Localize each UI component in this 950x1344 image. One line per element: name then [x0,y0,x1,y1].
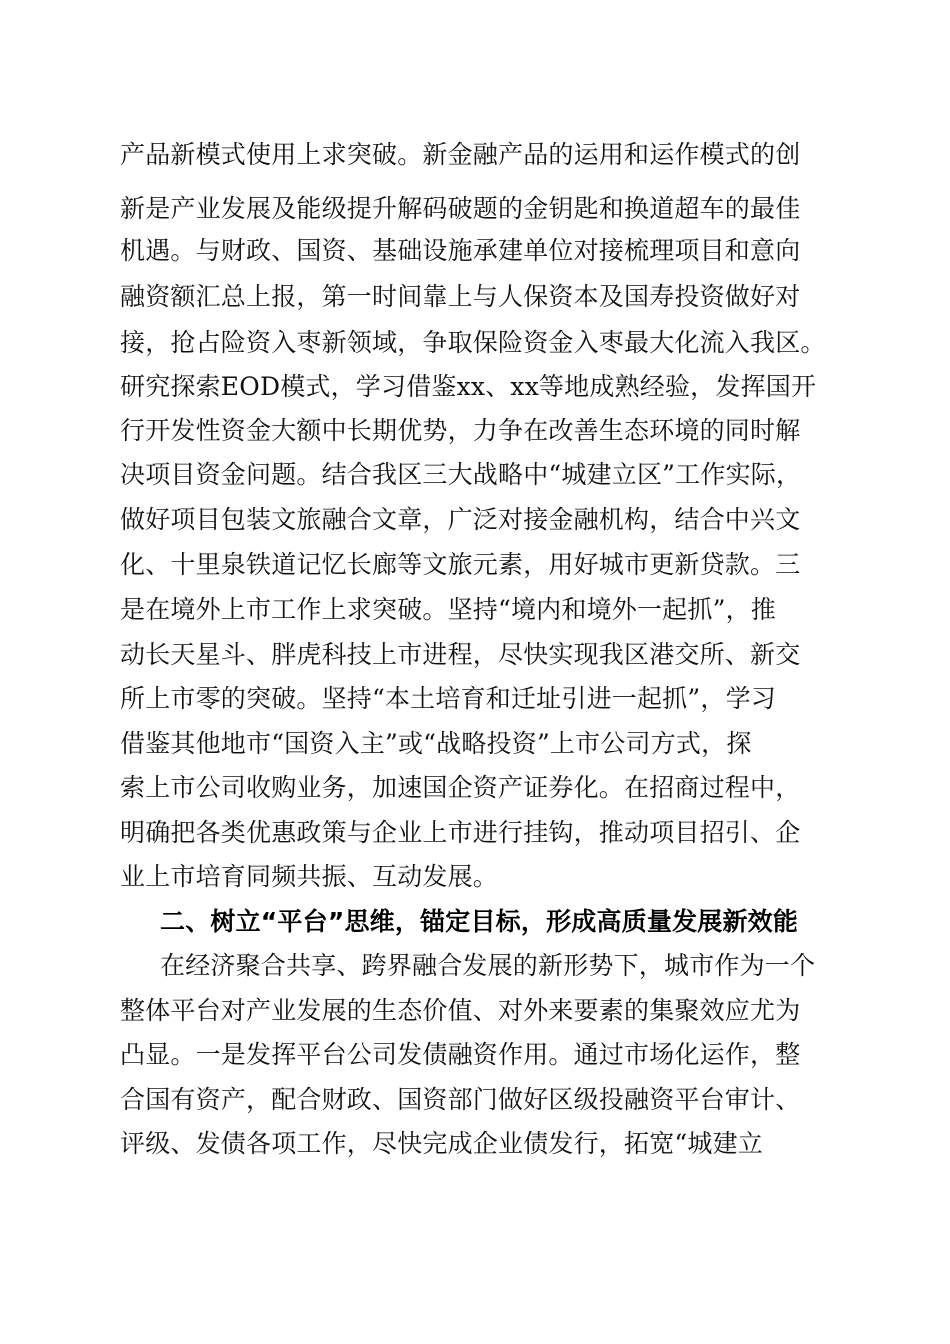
text-line: 在经济聚合共享、跨界融合发展的新形势下，城市作为一个 [160,951,816,980]
text-line: 是在境外上市工作上求突破。坚持“境内和境外一起抓”，推 [120,595,776,624]
text-line: 新是产业发展及能级提升解码破题的金钥匙和换道超车的最佳 [120,194,801,223]
text-line: 化、十里泉铁道记忆长廊等文旅元素，用好城市更新贷款。三 [120,550,801,579]
text-line: 凸显。一是发挥平台公司发债融资作用。通过市场化运作，整 [120,1040,801,1069]
text-line: 明确把各类优惠政策与企业上市进行挂钩，推动项目招引、企 [120,818,801,847]
text-line: 所上市零的突破。坚持“本土培育和迁址引进一起抓”，学习 [120,684,776,713]
text-line: 接，抢占险资入枣新领域，争取保险资金入枣最大化流入我区。 [120,328,826,357]
text-line: 行开发性资金大额中长期优势，力争在改善生态环境的同时解 [120,416,801,445]
section-heading: 二、树立“平台”思维，锚定目标，形成高质量发展新效能 [160,907,799,936]
text-line: 做好项目包装文旅融合文章，广泛对接金融机构，结合中兴文 [120,505,801,534]
text-line: 机遇。与财政、国资、基础设施承建单位对接梳理项目和意向 [120,236,801,265]
text-line: 整体平台对产业发展的生态价值、对外来要素的集聚效应尤为 [120,996,801,1025]
text-line: 动长天星斗、胖虎科技上市进程，尽快实现我区港交所、新交 [120,640,801,669]
text-line: 决项目资金问题。结合我区三大战略中“城建立区”工作实际， [120,460,802,489]
text-line: 融资额汇总上报，第一时间靠上与人保资本及国寿投资做好对 [120,282,801,311]
text-line: 业上市培育同频共振、互动发展。 [120,862,499,891]
text-line: 产品新模式使用上求突破。新金融产品的运用和运作模式的创 [120,140,801,169]
text-line: 合国有资产，配合财政、国资部门做好区级投融资平台审计、 [120,1085,801,1114]
text-line: 评级、发债各项工作，尽快完成企业债发行，拓宽“城建立 [120,1129,763,1158]
text-line: 索上市公司收购业务，加速国企资产证券化。在招商过程中， [120,773,801,802]
text-line: 借鉴其他地市“国资入主”或“战略投资”上市公司方式，探 [120,729,752,758]
text-line: 研究探索EOD模式，学习借鉴xx、xx等地成熟经验，发挥国开 [120,372,817,401]
